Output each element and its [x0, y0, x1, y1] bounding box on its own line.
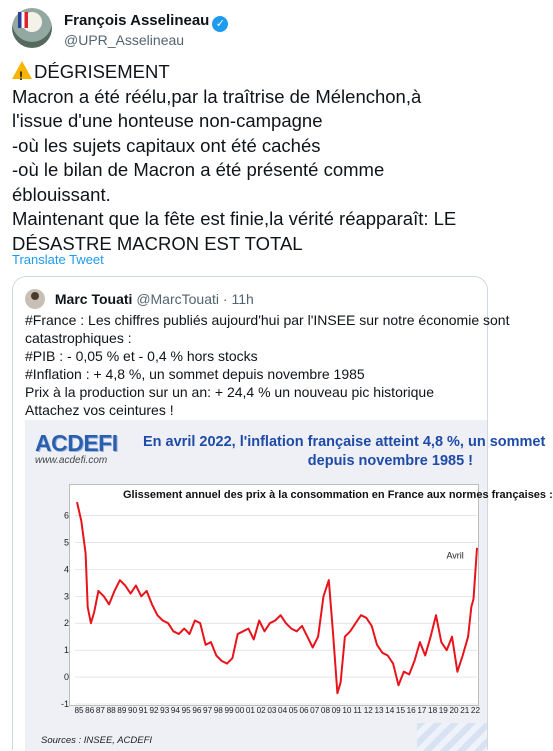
- quoted-tweet[interactable]: [12, 276, 553, 750]
- x-tick-label: 07: [310, 706, 320, 715]
- x-tick-label: 21: [460, 706, 470, 715]
- x-tick-label: 04: [278, 706, 288, 715]
- x-tick-label: 03: [267, 706, 277, 715]
- x-tick-label: 05: [288, 706, 298, 715]
- x-tick-label: 20: [449, 706, 459, 715]
- translate-tweet-link[interactable]: Translate Tweet: [12, 252, 104, 267]
- y-tick-label: 2: [63, 618, 69, 629]
- x-tick-label: 98: [213, 706, 223, 715]
- logo-url: www.acdefi.com: [35, 455, 108, 466]
- tweet-line: -où les sujets capitaux ont été cachés: [12, 134, 321, 156]
- x-tick-label: 01: [245, 706, 255, 715]
- x-tick-label: 00: [235, 706, 245, 715]
- x-tick-label: 13: [374, 706, 384, 715]
- x-tick-label: 94: [170, 706, 180, 715]
- x-tick-label: 15: [395, 706, 406, 715]
- x-tick-label: 22: [470, 706, 481, 715]
- warning-icon: [12, 61, 32, 79]
- tweet-line: Maintenant que la fête est finie,la vérité réapparaît: LE: [12, 208, 457, 229]
- y-tick-label: 3: [63, 591, 69, 602]
- quoted-author-handle[interactable]: @MarcTouati: [136, 291, 219, 307]
- y-tick-label: 0: [63, 672, 69, 683]
- tweet-line: !DÉGRISEMENT: [12, 60, 492, 85]
- x-tick-label: 18: [428, 706, 438, 715]
- y-tick-label: -1: [60, 699, 69, 709]
- quoted-line: #PIB : - 0,05 % et - 0,4 % hors stocks: [25, 348, 258, 364]
- tweet-text: [12, 60, 492, 256]
- chart-image[interactable]: [25, 420, 553, 751]
- author-name-row[interactable]: [64, 12, 228, 32]
- x-tick-label: 89: [117, 706, 127, 715]
- quoted-tweet-text: [25, 311, 510, 419]
- y-tick-label: 6: [63, 510, 69, 521]
- y-tick-label: 1: [63, 645, 69, 656]
- x-tick-label: 09: [331, 706, 341, 715]
- x-tick-label: 91: [138, 706, 148, 715]
- x-tick-label: 16: [406, 706, 416, 715]
- inflation-series-line: [77, 502, 477, 693]
- tweet-line: éblouissant.: [12, 183, 111, 205]
- author-handle[interactable]: @UPR_Asselineau: [64, 32, 185, 48]
- quoted-author-name[interactable]: Marc Touati: [54, 291, 133, 307]
- x-tick-label: 96: [192, 706, 202, 715]
- decorative-pattern: [417, 723, 487, 751]
- tweet-line: DÉSASTRE MACRON EST TOTAL: [12, 232, 303, 254]
- tweet-line: Macron a été réélu,par la traîtrise de Mélenchon,à: [12, 85, 422, 107]
- verified-icon: ✓: [212, 16, 228, 32]
- x-tick-label: 08: [320, 706, 331, 715]
- quoted-tweet-header: [25, 289, 254, 309]
- x-tick-label: 93: [160, 706, 170, 715]
- x-tick-label: 19: [438, 706, 448, 715]
- x-tick-label: 06: [299, 706, 309, 715]
- y-tick-label: 5: [63, 537, 69, 548]
- x-tick-label: 92: [149, 706, 159, 715]
- quoted-timestamp[interactable]: · 11h: [222, 291, 254, 307]
- x-tick-label: 02: [256, 706, 266, 715]
- x-tick-label: 86: [85, 706, 95, 715]
- chart-headline-line: En avril 2022, l'inflation française atteint 4,8 %, un sommet: [143, 434, 546, 450]
- chart-headline-line: depuis novembre 1985 !: [307, 453, 473, 469]
- x-tick-label: 99: [224, 706, 234, 715]
- x-tick-label: 95: [181, 706, 191, 715]
- x-tick-label: 14: [385, 706, 395, 715]
- author-avatar[interactable]: [12, 8, 52, 48]
- quoted-line: #France : Les chiffres publiés aujourd'hui par l'INSEE sur notre économie sont: [25, 312, 510, 328]
- chart-title: Glissement annuel des prix à la consommation en France aux normes françaises :: [123, 489, 553, 501]
- x-tick-label: 17: [417, 706, 427, 715]
- tweet-line: -où le bilan de Macron a été présenté comme: [12, 159, 385, 180]
- tweet-header: [12, 8, 488, 52]
- x-tick-label: 10: [342, 706, 352, 715]
- x-tick-label: 88: [106, 706, 116, 715]
- quoted-line: #Inflation : + 4,8 %, un sommet depuis novembre 1985: [25, 366, 365, 382]
- y-tick-label: 4: [63, 564, 69, 575]
- logo-text: ACDEFI: [35, 430, 118, 456]
- quoted-line: Attachez vos ceintures !: [25, 402, 174, 418]
- x-tick-label: 12: [363, 706, 373, 715]
- tweet-line: l'issue d'une honteuse non-campagne: [12, 110, 323, 131]
- chart-sources: Sources : INSEE, ACDEFI: [41, 735, 153, 746]
- quoted-line: Prix à la production sur un an: + 24,4 % un nouveau pic historique: [25, 384, 434, 400]
- author-name[interactable]: François Asselineau: [64, 12, 210, 29]
- quoted-author-avatar[interactable]: [25, 289, 45, 309]
- x-tick-label: 90: [128, 706, 138, 715]
- flag-icon: [18, 12, 28, 28]
- x-tick-label: 97: [203, 706, 213, 715]
- annotation-avril: Avril: [446, 550, 464, 561]
- inflation-chart: [25, 420, 546, 751]
- quoted-line: catastrophiques :: [25, 330, 132, 346]
- x-tick-label: 87: [95, 706, 105, 715]
- x-tick-label: 11: [353, 706, 362, 715]
- x-tick-label: 85: [74, 706, 84, 715]
